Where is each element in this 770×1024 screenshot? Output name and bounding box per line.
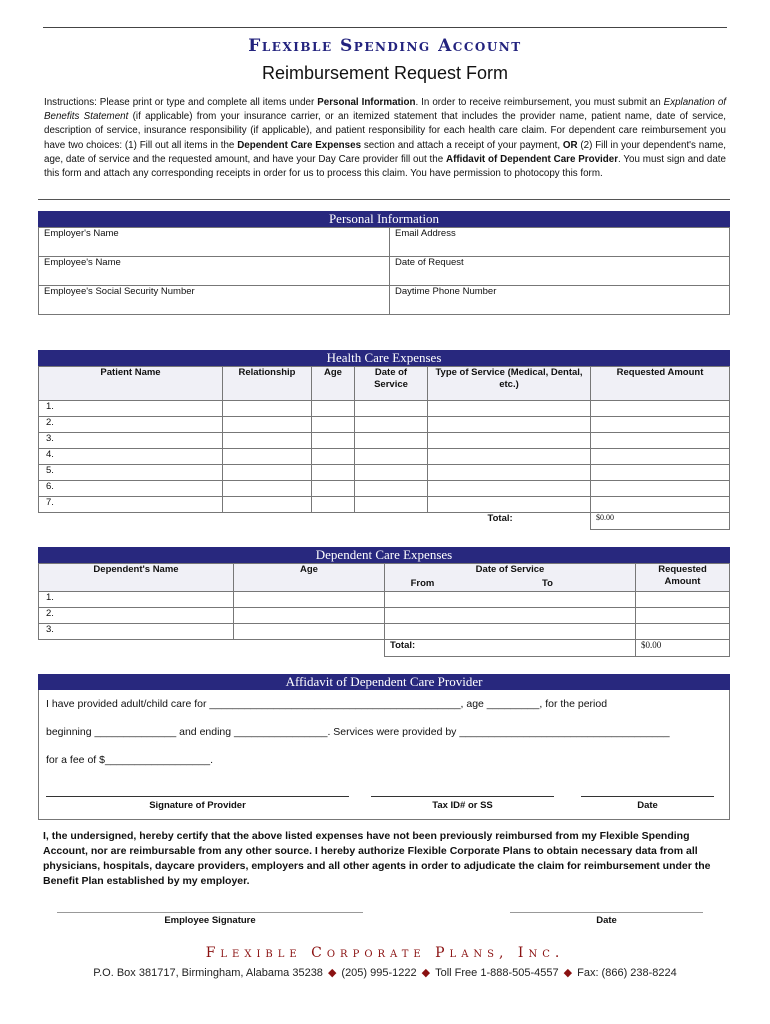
provider-signature-label: Signature of Provider: [149, 800, 246, 811]
employer-name-field[interactable]: Employer's Name: [39, 228, 390, 257]
toll-free: Toll Free 1-888-505-4557: [435, 967, 559, 979]
certification-text: I, the undersigned, hereby certify that the above listed expenses have not been previously reimbursed from my Flexible Spending Account, nor are reimbursable from any other source. I hereby authorize Flexible Corporate Plans to obtain necessary data from all physicians, hospitals, daycare providers, employers and all other agents in order to adjudicate the claim for reimbursement under the Benefit Plan established by my employer.: [43, 830, 711, 887]
diamond-icon: ◆: [421, 967, 431, 979]
instructions-rule: [38, 199, 730, 200]
dependent-care-header: Dependent Care Expenses: [38, 547, 730, 563]
col-age: Age: [312, 367, 355, 401]
table-row[interactable]: 5.: [39, 465, 730, 481]
date-of-request-field[interactable]: Date of Request: [390, 257, 730, 286]
health-care-header: Health Care Expenses: [38, 350, 730, 366]
health-total-value[interactable]: $0.00: [591, 513, 730, 530]
affidavit-date-label: Date: [637, 800, 658, 811]
dependent-total-label: Total:: [385, 640, 636, 657]
affidavit-box: [38, 690, 730, 820]
ssn-field[interactable]: Employee's Social Security Number: [39, 286, 390, 315]
dependent-total-value[interactable]: $0.00: [636, 640, 730, 657]
col-dependent-name: Dependent's Name: [39, 564, 234, 592]
phone-field[interactable]: Daytime Phone Number: [390, 286, 730, 315]
table-row[interactable]: 1.: [39, 592, 730, 608]
personal-info-table: [38, 227, 730, 315]
affidavit-line-1[interactable]: I have provided adult/child care for ___________________________________________, age _________, for the period: [46, 698, 608, 710]
col-date-of-service: Date of Service: [355, 367, 428, 401]
col-type-of-service: Type of Service (Medical, Dental, etc.): [428, 367, 591, 401]
fax: Fax: (866) 238-8224: [577, 967, 677, 979]
table-row[interactable]: 3.: [39, 433, 730, 449]
form-title: Flexible Spending Account: [248, 36, 522, 56]
personal-info-header: Personal Information: [38, 211, 730, 227]
col-from: From: [385, 578, 461, 592]
affidavit-header: Affidavit of Dependent Care Provider: [38, 674, 730, 690]
employee-signature-line[interactable]: [57, 912, 363, 913]
company-name: Flexible Corporate Plans, Inc.: [205, 945, 565, 961]
email-field[interactable]: Email Address: [390, 228, 730, 257]
table-row[interactable]: 3.: [39, 624, 730, 640]
affidavit-line-2[interactable]: beginning ______________ and ending ________________. Services were provided by ____________________________________: [46, 726, 670, 738]
table-row[interactable]: 7.: [39, 497, 730, 513]
top-rule: [43, 27, 727, 28]
employee-name-field[interactable]: Employee's Name: [39, 257, 390, 286]
col-relationship: Relationship: [223, 367, 312, 401]
col-patient-name: Patient Name: [39, 367, 223, 401]
dependent-care-table: [38, 563, 730, 657]
col-to: To: [460, 578, 636, 592]
table-row[interactable]: 2.: [39, 608, 730, 624]
col-dep-age: Age: [234, 564, 385, 592]
table-row[interactable]: 2.: [39, 417, 730, 433]
table-row[interactable]: 1.: [39, 401, 730, 417]
address: P.O. Box 381717, Birmingham, Alabama 35238: [93, 967, 323, 979]
employee-signature-label: Employee Signature: [164, 915, 256, 926]
col-dep-requested-amount: Requested Amount: [636, 564, 730, 592]
employee-date-label: Date: [596, 915, 617, 926]
affidavit-line-3[interactable]: for a fee of $__________________.: [46, 754, 213, 766]
provider-signature-line[interactable]: [46, 796, 349, 797]
diamond-icon: ◆: [563, 967, 573, 979]
col-requested-amount: Requested Amount: [591, 367, 730, 401]
employee-date-line[interactable]: [510, 912, 703, 913]
instructions: Instructions: Please print or type and complete all items under Personal Information. In order to receive reimbursement, you must submit an Explanation of Benefits Statement (if applicable) from your insurance carrier, or an itemized statement that includes the provider name, patient name, date of service, description of service, insurance responsibility (if applicable), and patient responsibility for each health care claim. For dependent care reimbursement you have two choices: (1) Fill out all items in the Dependent Care Expenses section and attach a receipt of your payment, OR (2) Fill in your dependent's name, age, date of service and the requested amount, and have your Day Care provider fill out the Affidavit of Dependent Care Provider. You must sign and date this form and attach any corresponding receipts in order for us to process this claim. You have permission to photocopy this form.: [44, 97, 727, 180]
tax-id-line[interactable]: [371, 796, 554, 797]
health-total-label: Total:: [428, 513, 591, 530]
table-row[interactable]: 4.: [39, 449, 730, 465]
health-care-table: [38, 366, 730, 530]
col-dep-date-of-service: Date of Service: [385, 564, 636, 578]
form-subtitle: Reimbursement Request Form: [261, 63, 509, 83]
diamond-icon: ◆: [327, 967, 337, 979]
tax-id-label: Tax ID# or SS: [432, 800, 493, 811]
phone: (205) 995-1222: [341, 967, 417, 979]
affidavit-date-line[interactable]: [581, 796, 714, 797]
table-row[interactable]: 6.: [39, 481, 730, 497]
contact-line: [0, 966, 770, 979]
